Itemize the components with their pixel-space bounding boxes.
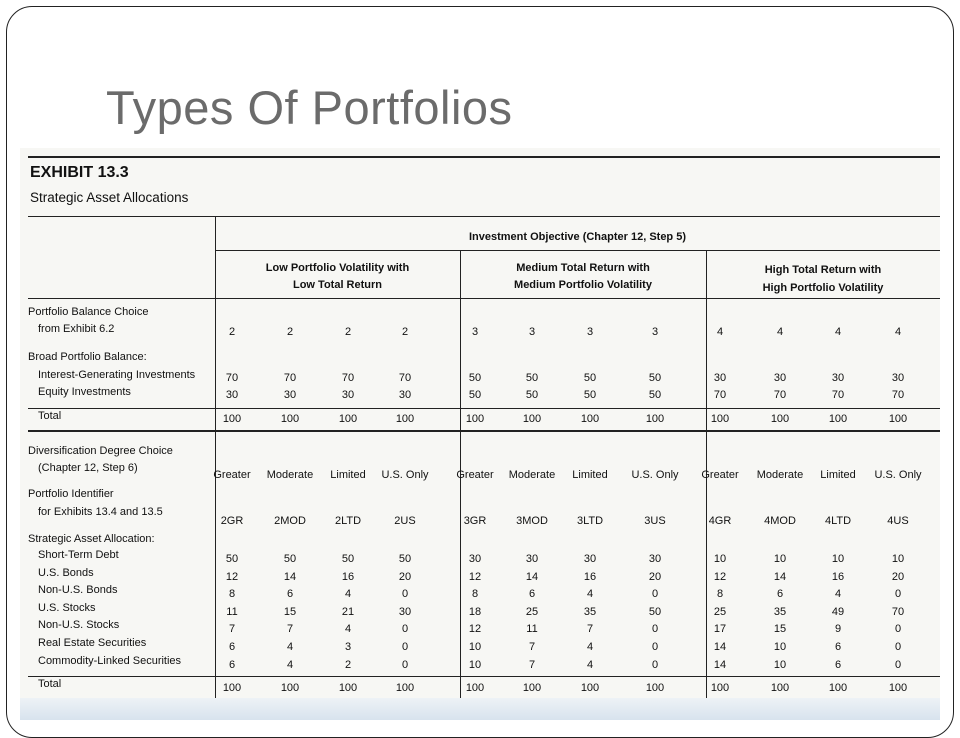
- allocation-cell: 30: [398, 605, 412, 618]
- allocation-cell: 6: [834, 641, 842, 653]
- allocation-cell: 11: [526, 623, 538, 636]
- allocation-cell: 17: [713, 623, 727, 636]
- total-bottom-cell: 100: [465, 682, 485, 694]
- allocation-cell: 10: [773, 641, 787, 653]
- total-top-cell: 100: [280, 413, 300, 425]
- interest-cell: 30: [773, 372, 787, 384]
- group-header-2-line2: Medium Portfolio Volatility: [514, 279, 652, 291]
- allocation-cell: 50: [341, 553, 355, 565]
- allocation-cell: 21: [341, 605, 355, 618]
- allocation-cell: 0: [894, 588, 902, 601]
- label-strategic-allocation: Strategic Asset Allocation:: [28, 533, 155, 545]
- allocation-cell: 25: [525, 605, 539, 618]
- balance-choice-cell: 2: [286, 326, 294, 338]
- allocation-cell: 10: [773, 553, 787, 565]
- balance-choice-cell: 4: [716, 326, 724, 338]
- exhibit-scan: [20, 148, 940, 720]
- equity-cell: 50: [525, 389, 539, 401]
- balance-choice-cell: 4: [834, 326, 842, 338]
- allocation-cell: 12: [468, 623, 482, 636]
- equity-cell: 30: [398, 389, 412, 401]
- diversification-cell: Greater: [701, 469, 739, 481]
- allocation-cell: 20: [891, 570, 905, 583]
- total-bottom-cell: 100: [338, 682, 358, 694]
- total-top-cell: 100: [465, 413, 485, 425]
- total-top-cell: 100: [580, 413, 600, 425]
- total-bottom-cell: 100: [580, 682, 600, 694]
- interest-cell: 30: [831, 372, 845, 384]
- allocation-cell: 12: [225, 570, 239, 583]
- total-bottom-cell: 100: [888, 682, 908, 694]
- total-top-cell: 100: [828, 413, 848, 425]
- top-rule: [28, 156, 940, 158]
- allocation-cell: 0: [401, 623, 409, 636]
- total-bottom-cell: 100: [645, 682, 665, 694]
- allocation-cell: 6: [228, 658, 236, 671]
- allocation-cell: 70: [891, 605, 905, 618]
- allocation-cell: 10: [891, 553, 905, 565]
- group-header-3-line1: High Total Return with: [764, 264, 882, 276]
- diversification-cell: Moderate: [266, 469, 314, 481]
- label-balance-choice: Portfolio Balance Choice: [28, 306, 149, 318]
- allocation-cell: 4: [586, 641, 594, 653]
- allocation-cell: 35: [583, 605, 597, 618]
- total-rule-bottom: [28, 676, 940, 677]
- identifier-cell: 3US: [644, 515, 666, 527]
- diversification-cell: U.S. Only: [631, 469, 679, 481]
- allocation-cell: 0: [651, 641, 659, 653]
- total-top-cell: 100: [522, 413, 542, 425]
- identifier-cell: 4US: [887, 515, 909, 527]
- allocation-row-label: U.S. Stocks: [38, 601, 96, 614]
- scan-edge: [20, 698, 940, 720]
- allocation-cell: 10: [468, 641, 482, 653]
- allocation-cell: 4: [344, 588, 352, 601]
- allocation-cell: 4: [286, 658, 294, 671]
- total-bottom-cell: 100: [522, 682, 542, 694]
- allocation-cell: 4: [586, 658, 594, 671]
- balance-choice-cell: 3: [651, 326, 659, 338]
- diversification-cell: Moderate: [508, 469, 556, 481]
- label-broad-balance: Broad Portfolio Balance:: [28, 351, 147, 363]
- allocation-cell: 49: [831, 605, 845, 618]
- allocation-cell: 16: [341, 570, 355, 583]
- allocation-cell: 10: [831, 553, 845, 565]
- allocation-cell: 8: [228, 588, 236, 601]
- balance-choice-cell: 3: [586, 326, 594, 338]
- allocation-cell: 14: [525, 570, 539, 583]
- diversification-cell: Greater: [456, 469, 494, 481]
- total-bottom-cell: 100: [280, 682, 300, 694]
- allocation-cell: 50: [648, 605, 662, 618]
- allocation-row-label: Non-U.S. Stocks: [38, 619, 120, 632]
- allocation-cell: 20: [398, 570, 412, 583]
- total-top-cell: 100: [888, 413, 908, 425]
- allocation-cell: 4: [286, 641, 294, 653]
- diversification-cell: Limited: [572, 469, 608, 481]
- allocation-cell: 15: [773, 623, 787, 636]
- equity-cell: 50: [583, 389, 597, 401]
- allocation-cell: 8: [471, 588, 479, 601]
- allocation-cell: 6: [776, 588, 784, 601]
- total-bottom-cell: 100: [828, 682, 848, 694]
- group-header-2-line1: Medium Total Return with: [516, 262, 650, 274]
- allocation-row-label: Commodity-Linked Securities: [38, 654, 182, 667]
- allocation-cell: 14: [713, 641, 727, 653]
- label-total-bottom: Total: [38, 678, 62, 690]
- balance-choice-cell: 2: [344, 326, 352, 338]
- identifier-cell: 4LTD: [824, 515, 852, 527]
- allocation-cell: 7: [586, 623, 594, 636]
- allocation-cell: 6: [286, 588, 294, 601]
- allocation-cell: 4: [586, 588, 594, 601]
- allocation-cell: 0: [401, 588, 409, 601]
- allocation-cell: 8: [716, 588, 724, 601]
- total-top-cell: 100: [222, 413, 242, 425]
- allocation-cell: 0: [401, 641, 409, 653]
- allocation-cell: 7: [528, 658, 536, 671]
- balance-choice-cell: 4: [776, 326, 784, 338]
- allocation-cell: 7: [528, 641, 536, 653]
- interest-cell: 50: [583, 372, 597, 384]
- equity-cell: 50: [468, 389, 482, 401]
- interest-cell: 30: [713, 372, 727, 384]
- allocation-cell: 18: [468, 605, 482, 618]
- group-header-1-line1: Low Portfolio Volatility with: [265, 262, 410, 274]
- group-rule: [28, 298, 940, 299]
- allocation-cell: 16: [831, 570, 845, 583]
- allocation-cell: 15: [283, 605, 297, 618]
- allocation-cell: 25: [713, 605, 727, 618]
- label-diversification: Diversification Degree Choice: [28, 445, 173, 457]
- allocation-cell: 12: [468, 570, 482, 583]
- label-interest-generating: Interest-Generating Investments: [38, 369, 196, 381]
- total-top-cell: 100: [645, 413, 665, 425]
- allocation-cell: 4: [344, 623, 352, 636]
- label-portfolio-identifier-exhibits: for Exhibits 13.4 and 13.5: [38, 506, 163, 518]
- balance-choice-cell: 4: [894, 326, 902, 338]
- interest-cell: 50: [525, 372, 539, 384]
- allocation-cell: 9: [834, 623, 842, 636]
- allocation-cell: 30: [525, 553, 539, 565]
- allocation-cell: 30: [583, 553, 597, 565]
- allocation-cell: 0: [401, 658, 409, 671]
- label-portfolio-identifier: Portfolio Identifier: [28, 488, 114, 500]
- allocation-cell: 4: [834, 588, 842, 601]
- label-diversification-step: (Chapter 12, Step 6): [38, 462, 138, 474]
- total-top-cell: 100: [395, 413, 415, 425]
- allocation-cell: 6: [834, 658, 842, 671]
- identifier-cell: 2LTD: [334, 515, 362, 527]
- allocation-cell: 12: [713, 570, 727, 583]
- allocation-row-label: Non-U.S. Bonds: [38, 584, 118, 597]
- interest-cell: 30: [891, 372, 905, 384]
- diversification-cell: Moderate: [756, 469, 804, 481]
- diversification-cell: U.S. Only: [381, 469, 429, 481]
- allocation-cell: 11: [226, 605, 238, 618]
- allocation-row-label: Short-Term Debt: [38, 549, 119, 561]
- identifier-cell: 3LTD: [576, 515, 604, 527]
- interest-cell: 70: [341, 372, 355, 384]
- allocation-cell: 6: [228, 641, 236, 653]
- allocation-cell: 50: [283, 553, 297, 565]
- label-total-top: Total: [38, 410, 62, 422]
- equity-cell: 50: [648, 389, 662, 401]
- header-rule: [28, 216, 940, 217]
- total-bottom-cell: 100: [710, 682, 730, 694]
- allocation-cell: 3: [344, 641, 352, 653]
- equity-cell: 70: [713, 389, 727, 401]
- label-balance-choice-source: from Exhibit 6.2: [38, 323, 115, 335]
- balance-choice-cell: 2: [228, 326, 236, 338]
- slide-title: Types Of Portfolios: [106, 81, 513, 134]
- allocation-cell: 16: [583, 570, 597, 583]
- allocation-cell: 6: [528, 588, 536, 601]
- identifier-cell: 2MOD: [274, 515, 306, 527]
- balance-choice-cell: 3: [471, 326, 479, 338]
- identifier-cell: 2GR: [220, 515, 244, 527]
- balance-choice-cell: 2: [401, 326, 409, 338]
- identifier-cell: 3GR: [463, 515, 487, 527]
- identifier-cell: 2US: [394, 515, 416, 527]
- equity-cell: 70: [773, 389, 787, 401]
- label-equity: Equity Investments: [38, 386, 131, 398]
- identifier-cell: 4GR: [708, 515, 732, 527]
- allocation-cell: 50: [225, 553, 239, 565]
- diversification-cell: Limited: [820, 469, 856, 481]
- allocation-cell: 0: [651, 588, 659, 601]
- allocation-cell: 14: [713, 658, 727, 671]
- total-bottom-cell: 100: [770, 682, 790, 694]
- exhibit-subtitle: Strategic Asset Allocations: [30, 190, 189, 205]
- balance-choice-cell: 3: [528, 326, 536, 338]
- interest-cell: 50: [648, 372, 662, 384]
- allocation-cell: 50: [398, 553, 412, 565]
- total-top-cell: 100: [710, 413, 730, 425]
- allocation-cell: 10: [713, 553, 727, 565]
- allocation-cell: 14: [773, 570, 787, 583]
- equity-cell: 30: [341, 389, 355, 401]
- allocation-row-label: U.S. Bonds: [38, 566, 94, 579]
- interest-cell: 70: [398, 372, 412, 384]
- group-header-1-line2: Low Total Return: [292, 279, 382, 291]
- allocation-cell: 0: [894, 658, 902, 671]
- identifier-cell: 4MOD: [764, 515, 796, 527]
- diversification-cell: Greater: [213, 469, 251, 481]
- equity-cell: 30: [225, 389, 239, 401]
- group-header-3-line2: High Portfolio Volatility: [762, 282, 884, 294]
- allocation-cell: 0: [894, 623, 902, 636]
- equity-cell: 70: [891, 389, 905, 401]
- interest-cell: 70: [225, 372, 239, 384]
- total-top-cell: 100: [338, 413, 358, 425]
- equity-cell: 30: [283, 389, 297, 401]
- allocation-cell: 7: [286, 623, 294, 636]
- section-rule: [28, 430, 940, 432]
- diversification-cell: U.S. Only: [874, 469, 922, 481]
- total-bottom-cell: 100: [395, 682, 415, 694]
- allocation-cell: 10: [773, 658, 787, 671]
- objective-rule: [215, 250, 940, 251]
- interest-cell: 50: [468, 372, 482, 384]
- allocation-cell: 2: [344, 658, 352, 671]
- total-top-cell: 100: [770, 413, 790, 425]
- exhibit-number: EXHIBIT 13.3: [30, 164, 129, 181]
- allocation-cell: 35: [773, 605, 787, 618]
- allocation-cell: 30: [468, 553, 482, 565]
- allocation-row-label: Real Estate Securities: [38, 637, 147, 649]
- allocation-cell: 20: [648, 570, 662, 583]
- identifier-cell: 3MOD: [516, 515, 548, 527]
- allocation-cell: 7: [228, 623, 236, 636]
- total-bottom-cell: 100: [222, 682, 242, 694]
- allocation-cell: 30: [648, 553, 662, 565]
- total-rule-top: [28, 408, 940, 409]
- allocation-cell: 10: [468, 658, 482, 671]
- diversification-cell: Limited: [330, 469, 366, 481]
- objective-header: Investment Objective (Chapter 12, Step 5): [468, 231, 686, 243]
- equity-cell: 70: [831, 389, 845, 401]
- allocation-cell: 0: [894, 641, 902, 653]
- allocation-cell: 0: [651, 623, 659, 636]
- allocation-cell: 14: [283, 570, 297, 583]
- allocation-cell: 0: [651, 658, 659, 671]
- interest-cell: 70: [283, 372, 297, 384]
